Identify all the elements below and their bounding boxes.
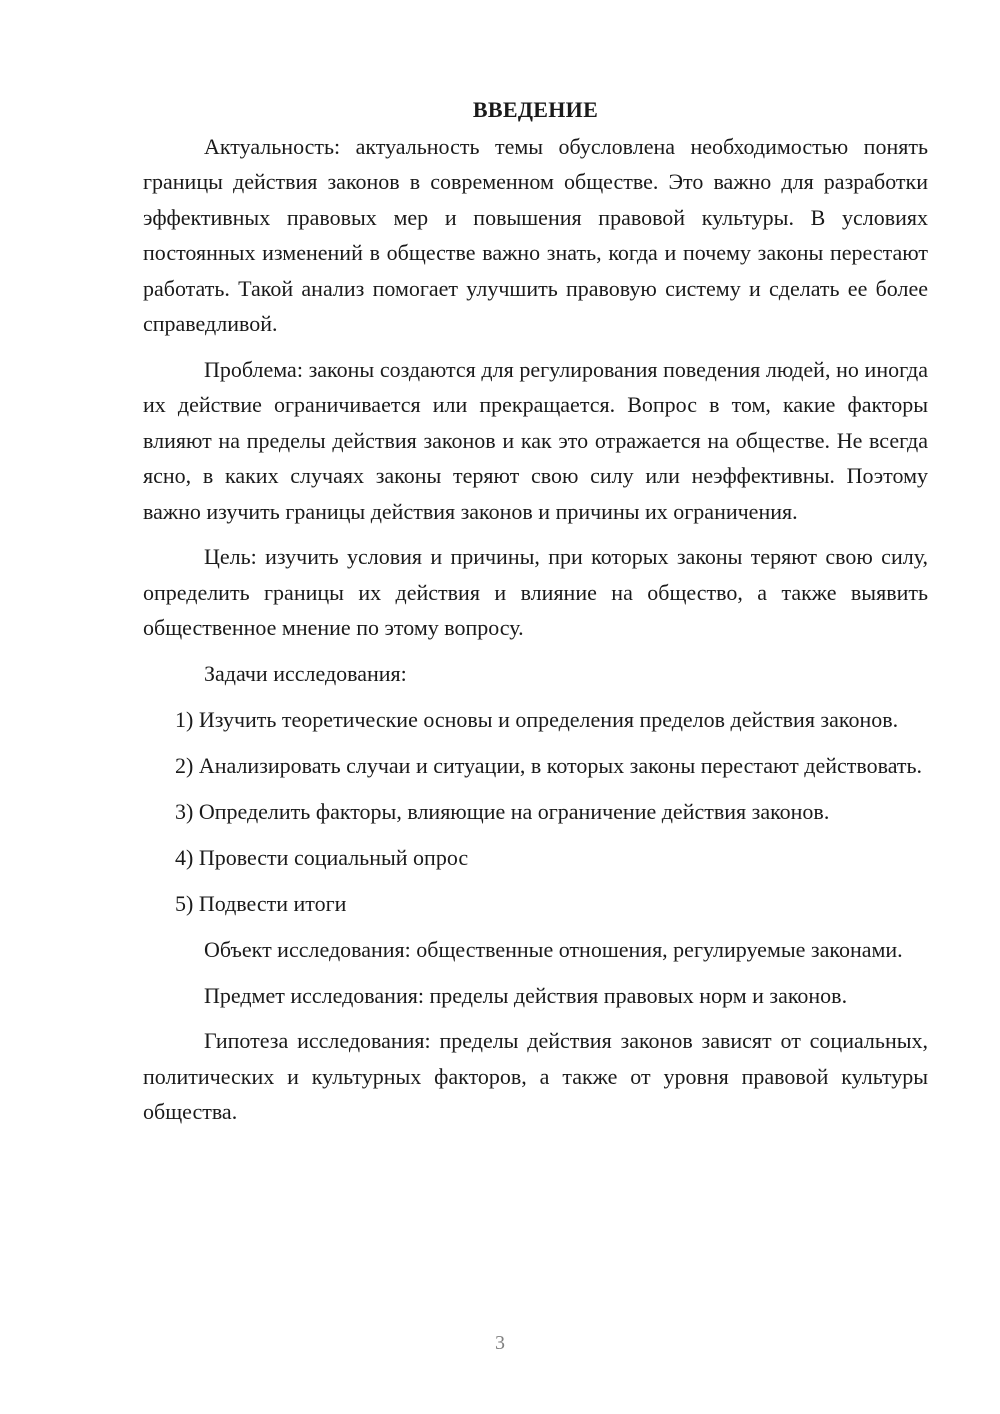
task-item-4: 4) Провести социальный опрос xyxy=(175,844,469,870)
goal-paragraph: Цель: изучить условия и причины, при которых законы теряют свою силу, определить границы их действия и влияние на общество, а также выявить общественное мнение по этому вопросу. xyxy=(143,544,928,641)
page-number: 3 xyxy=(495,1332,505,1354)
task-item-2: 2) Анализировать случаи и ситуации, в которых законы перестают действовать. xyxy=(175,753,923,778)
problem-paragraph: Проблема: законы создаются для регулирования поведения людей, но иногда их действие ограничивается или прекращается. Вопрос в том, какие факторы влияют на пределы действия законов и как это отражается на обществе. Не всегда ясно, в каких случаях законы теряют свою силу или неэффективны. Поэтому важно изучить границы действия законов и причины их ограничения. xyxy=(143,356,928,524)
task-item-5: 5) Подвести итоги xyxy=(175,890,347,916)
object-paragraph: Объект исследования: общественные отношения, регулируемые законами. xyxy=(204,936,903,962)
task-item-1: 1) Изучить теоретические основы и определения пределов действия законов. xyxy=(175,707,899,733)
subject-paragraph: Предмет исследования: пределы действия правовых норм и законов. xyxy=(204,982,848,1008)
document-page xyxy=(143,92,928,1140)
hypothesis-paragraph: Гипотеза исследования: пределы действия законов зависят от социальных, политических и культурных факторов, а также от уровня правовой культуры общества. xyxy=(143,1028,928,1125)
relevance-paragraph: Актуальность: актуальность темы обусловлена необходимостью понять границы действия законов в современном обществе. Это важно для разработки эффективных правовых мер и повышения правовой культуры. В условиях постоянных изменений в обществе важно знать, когда и почему законы перестают работать. Такой анализ помогает улучшить правовую систему и сделать ее более справедливой. xyxy=(143,134,928,337)
task-item-3: 3) Определить факторы, влияющие на ограничение действия законов. xyxy=(175,798,830,824)
section-title: ВВЕДЕНИЕ xyxy=(472,97,599,122)
tasks-heading: Задачи исследования: xyxy=(204,661,407,687)
